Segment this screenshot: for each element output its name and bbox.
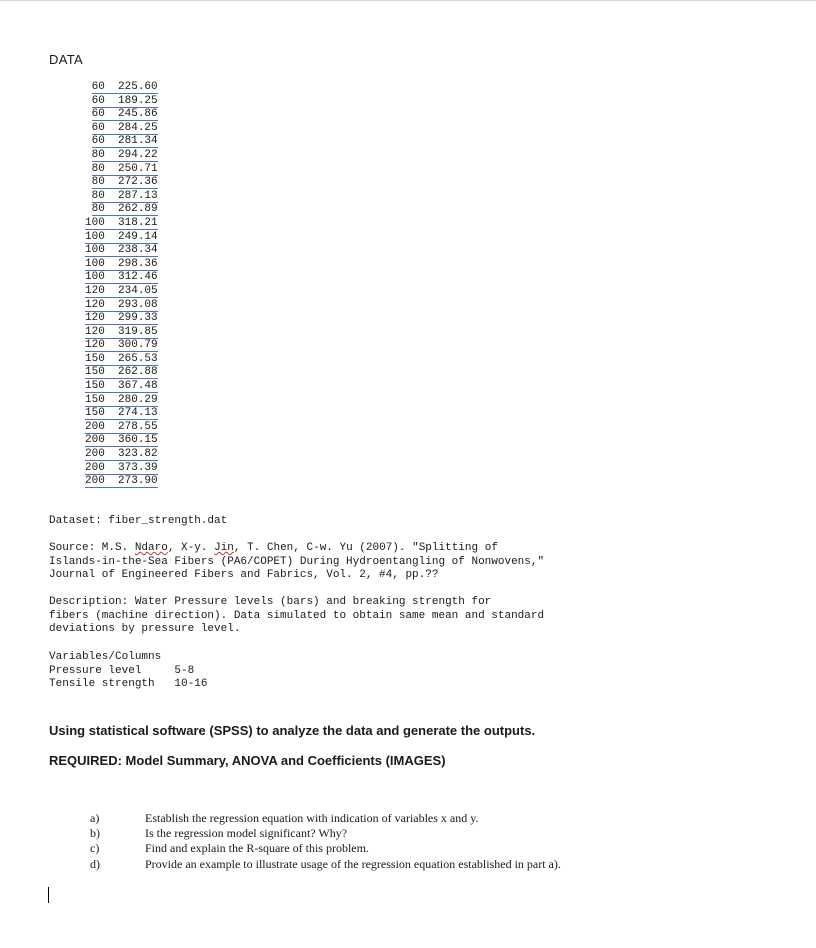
table-row [85, 353, 158, 367]
strength-value: 225.60 [118, 81, 158, 93]
variables-title: Variables/Columns [49, 651, 162, 663]
source-line-2: Islands-in-the-Sea Fibers (PA6/COPET) During Hydroentangling of Nonwovens," [49, 555, 545, 568]
strength-value: 272.36 [118, 176, 158, 189]
question-text: Find and explain the R-square of this problem. [145, 841, 369, 856]
table-row [85, 108, 158, 122]
source-line-3: Journal of Engineered Fibers and Fabrics, Vol. 2, #4, pp.?? [49, 569, 439, 582]
table-row [85, 475, 158, 489]
strength-value: 360.15 [118, 434, 158, 447]
source-mid: , X-y. [167, 542, 215, 554]
strength-value: 294.22 [118, 148, 158, 161]
table-cell [92, 149, 158, 162]
variable-pressure: Pressure level 5-8 [49, 664, 195, 677]
table-cell [85, 271, 158, 284]
table-row [85, 231, 158, 245]
question-letter: c) [90, 841, 100, 856]
table-row [85, 312, 158, 326]
description-line-3: deviations by pressure level. [49, 623, 241, 636]
strength-value: 293.08 [118, 298, 158, 311]
table-cell [92, 163, 158, 176]
table-cell [92, 203, 158, 216]
pressure-value: 100 [85, 216, 105, 229]
strength-value: 284.25 [118, 121, 158, 134]
pressure-value: 60 [91, 108, 105, 121]
table-cell [85, 462, 158, 475]
pressure-value: 80 [91, 189, 105, 202]
table-row [85, 434, 158, 448]
table-cell [85, 231, 158, 244]
pressure-value: 80 [91, 176, 105, 189]
instruction-line: Using statistical software (SPSS) to analyze the data and generate the outputs. [49, 723, 536, 738]
table-row [85, 421, 158, 435]
table-row [85, 244, 158, 258]
source-rest: , T. Chen, C-w. Yu (2007). "Splitting of [233, 542, 498, 554]
table-cell [85, 366, 158, 379]
pressure-value: 200 [85, 448, 105, 461]
table-cell [85, 312, 158, 325]
table-row [85, 366, 158, 380]
pressure-value: 200 [85, 461, 105, 474]
pressure-value: 100 [85, 271, 105, 284]
table-row [85, 394, 158, 408]
strength-value: 262.88 [118, 366, 158, 379]
strength-value: 234.05 [118, 284, 158, 297]
strength-value: 274.13 [118, 407, 158, 420]
pressure-value: 100 [85, 257, 105, 270]
strength-value: 300.79 [118, 339, 158, 352]
list-item [90, 826, 561, 841]
list-item [90, 841, 561, 856]
table-cell [85, 339, 158, 352]
question-letter: b) [90, 826, 100, 841]
pressure-value: 150 [85, 407, 105, 420]
table-row [85, 217, 158, 231]
dataset-line: Dataset: fiber_strength.dat [49, 515, 228, 527]
table-row [85, 163, 158, 177]
strength-value: 318.21 [118, 216, 158, 229]
pressure-value: 60 [91, 81, 105, 93]
data-heading: DATA [49, 52, 83, 67]
table-cell [85, 299, 158, 312]
table-row [85, 135, 158, 149]
variable-tensile: Tensile strength 10-16 [49, 678, 208, 691]
strength-value: 299.33 [118, 312, 158, 325]
source-prefix: Source: M.S. [49, 542, 135, 554]
pressure-value: 100 [85, 230, 105, 243]
question-text: Is the regression model significant? Why? [145, 826, 348, 841]
question-text: Establish the regression equation with indication of variables x and y. [145, 811, 479, 825]
pressure-value: 120 [85, 325, 105, 338]
table-row [85, 339, 158, 353]
strength-value: 280.29 [118, 393, 158, 406]
pressure-value: 120 [85, 284, 105, 297]
pressure-value: 150 [85, 366, 105, 379]
pressure-value: 80 [91, 148, 105, 161]
strength-value: 373.39 [118, 461, 158, 474]
pressure-value: 60 [91, 94, 105, 107]
table-cell [92, 108, 158, 121]
description-line-1: Description: Water Pressure levels (bars) and breaking strength for [49, 596, 492, 608]
list-item [90, 811, 561, 826]
table-cell [85, 285, 158, 298]
table-row [85, 326, 158, 340]
table-cell [85, 475, 158, 488]
table-cell [92, 122, 158, 135]
source-author-ndaro: Ndaro [134, 542, 168, 554]
pressure-value: 80 [91, 162, 105, 175]
strength-value: 273.90 [118, 475, 158, 488]
pressure-value: 200 [85, 420, 105, 433]
source-citation [49, 542, 544, 583]
pressure-value: 120 [85, 312, 105, 325]
pressure-value: 200 [85, 475, 105, 488]
table-row [85, 299, 158, 313]
description-block [49, 596, 544, 637]
table-cell [85, 394, 158, 407]
strength-value: 189.25 [118, 94, 158, 107]
table-row [85, 149, 158, 163]
table-row [85, 285, 158, 299]
table-cell [85, 421, 158, 434]
strength-value: 265.53 [118, 352, 158, 365]
table-cell [85, 244, 158, 257]
question-letter: d) [90, 856, 100, 871]
table-cell [85, 217, 158, 230]
table-row [85, 203, 158, 217]
table-cell [92, 190, 158, 203]
question-list [90, 811, 561, 872]
text-cursor[interactable] [48, 887, 49, 903]
table-cell [85, 434, 158, 447]
pressure-value: 200 [85, 434, 105, 447]
table-row [85, 407, 158, 421]
description-line-2: fibers (machine direction). Data simulated to obtain same mean and standard [49, 609, 545, 622]
pressure-value: 120 [85, 339, 105, 352]
strength-value: 323.82 [118, 448, 158, 461]
pressure-value: 100 [85, 244, 105, 257]
strength-value: 319.85 [118, 325, 158, 338]
pressure-value: 80 [91, 203, 105, 216]
table-cell [85, 380, 158, 393]
source-author-jin: Jin [214, 542, 234, 554]
strength-value: 262.89 [118, 203, 158, 216]
required-line: REQUIRED: Model Summary, ANOVA and Coefficients (IMAGES) [49, 753, 446, 768]
strength-value: 249.14 [118, 230, 158, 243]
strength-value: 281.34 [118, 135, 158, 148]
strength-value: 298.36 [118, 257, 158, 270]
table-row [85, 95, 158, 109]
table-row [85, 190, 158, 204]
pressure-value: 60 [91, 121, 105, 134]
table-row [85, 81, 158, 95]
list-item [90, 857, 561, 872]
strength-value: 238.34 [118, 244, 158, 257]
strength-value: 287.13 [118, 189, 158, 202]
table-cell [92, 81, 158, 94]
pressure-value: 150 [85, 393, 105, 406]
pressure-value: 150 [85, 352, 105, 365]
table-row [85, 122, 158, 136]
strength-value: 250.71 [118, 162, 158, 175]
table-cell [85, 326, 158, 339]
strength-value: 367.48 [118, 380, 158, 393]
strength-value: 278.55 [118, 420, 158, 433]
table-cell [85, 448, 158, 461]
table-row [85, 258, 158, 272]
table-row [85, 176, 158, 190]
question-letter: a) [90, 811, 100, 825]
strength-value: 245.86 [118, 108, 158, 121]
table-row [85, 271, 158, 285]
pressure-value: 120 [85, 298, 105, 311]
table-cell [92, 135, 158, 148]
data-table [85, 81, 158, 489]
table-cell [92, 176, 158, 189]
pressure-value: 150 [85, 380, 105, 393]
table-cell [92, 95, 158, 108]
table-cell [85, 258, 158, 271]
table-cell [85, 407, 158, 420]
table-row [85, 380, 158, 394]
variables-block [49, 651, 207, 692]
pressure-value: 60 [91, 135, 105, 148]
strength-value: 312.46 [118, 271, 158, 284]
table-cell [85, 353, 158, 366]
question-text: Provide an example to illustrate usage of the regression equation established in part a). [145, 856, 561, 871]
table-row [85, 448, 158, 462]
table-row [85, 462, 158, 476]
